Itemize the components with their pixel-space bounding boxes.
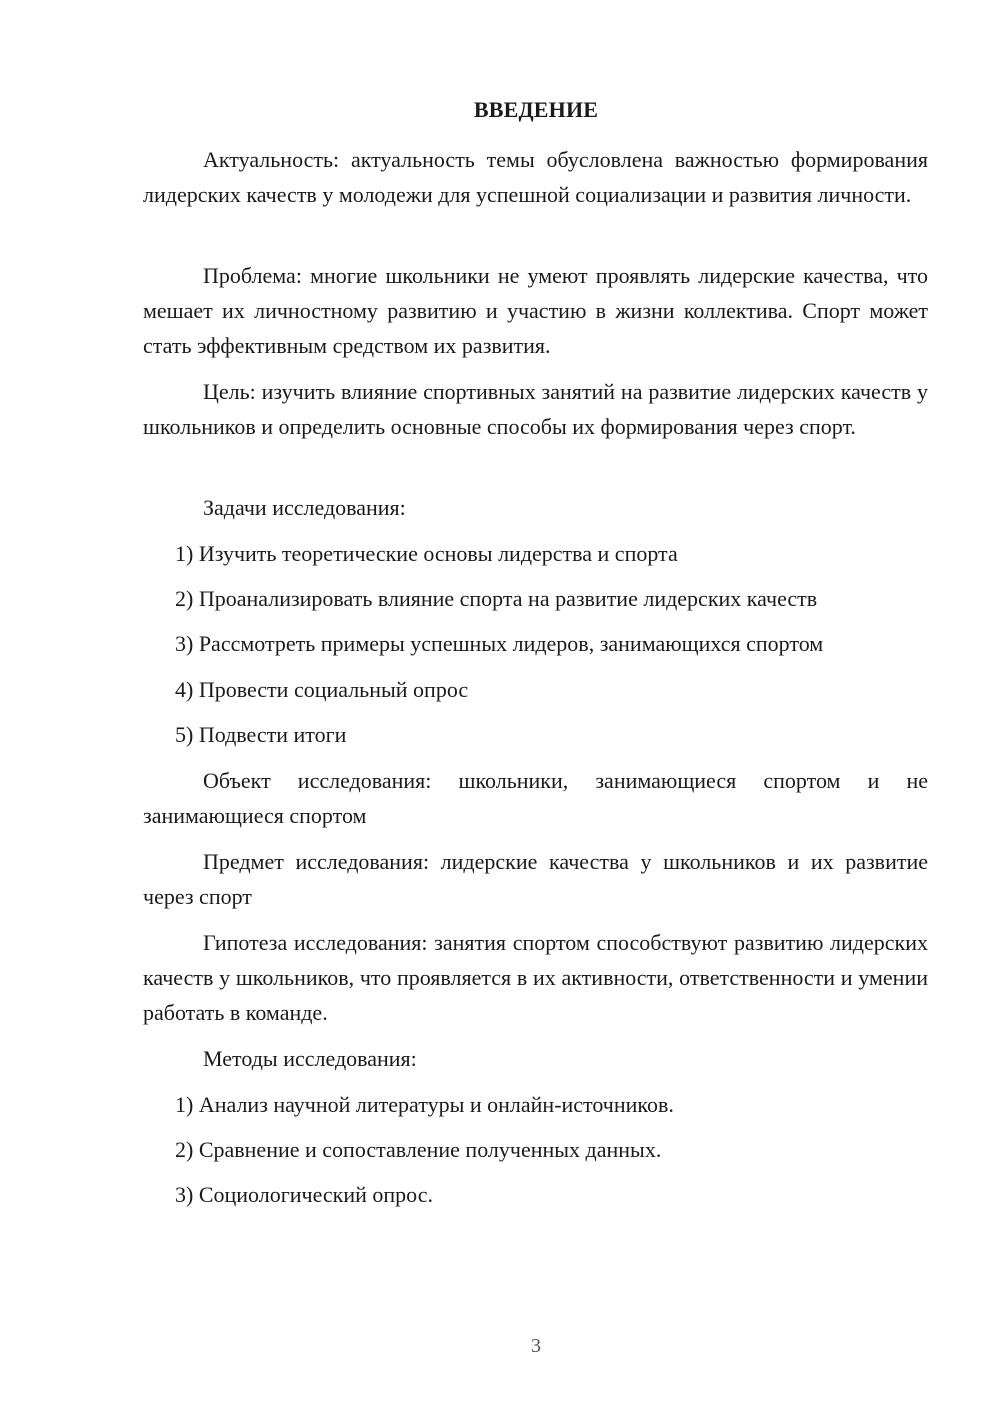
section-title: ВВЕДЕНИЕ bbox=[473, 97, 599, 122]
task-item: 5) Подвести итоги bbox=[175, 722, 347, 747]
task-item: 2) Проанализировать влияние спорта на развитие лидерских качеств bbox=[175, 586, 818, 611]
method-item: 1) Анализ научной литературы и онлайн-источников. bbox=[175, 1092, 674, 1117]
page-number: 3 bbox=[531, 1335, 541, 1357]
task-item: 1) Изучить теоретические основы лидерства и спорта bbox=[175, 541, 678, 566]
task-item: 4) Провести социальный опрос bbox=[175, 677, 469, 702]
method-item: 3) Социологический опрос. bbox=[175, 1182, 433, 1207]
tasks-heading: Задачи исследования: bbox=[203, 495, 406, 520]
object-paragraph: Объект исследования: школьники, занимающиеся спортом и не занимающиеся спортом bbox=[143, 768, 928, 828]
goal-paragraph: Цель: изучить влияние спортивных занятий на развитие лидерских качеств у школьников и определить основные способы их формирования через спорт. bbox=[143, 379, 928, 439]
task-item: 3) Рассмотреть примеры успешных лидеров, занимающихся спортом bbox=[175, 631, 824, 656]
subject-paragraph: Предмет исследования: лидерские качества у школьников и их развитие через спорт bbox=[143, 849, 928, 909]
problem-paragraph: Проблема: многие школьники не умеют проявлять лидерские качества, что мешает их личностному развитию и участию в жизни коллектива. Спорт может стать эффективным средством их развития. bbox=[143, 263, 928, 358]
method-item: 2) Сравнение и сопоставление полученных данных. bbox=[175, 1137, 662, 1162]
methods-heading: Методы исследования: bbox=[203, 1046, 417, 1071]
relevance-paragraph: Актуальность: актуальность темы обусловлена важностью формирования лидерских качеств у молодежи для успешной социализации и развития личности. bbox=[143, 147, 928, 207]
hypothesis-paragraph: Гипотеза исследования: занятия спортом способствуют развитию лидерских качеств у школьников, что проявляется в их активности, ответственности и умении работать в команде. bbox=[143, 930, 928, 1025]
